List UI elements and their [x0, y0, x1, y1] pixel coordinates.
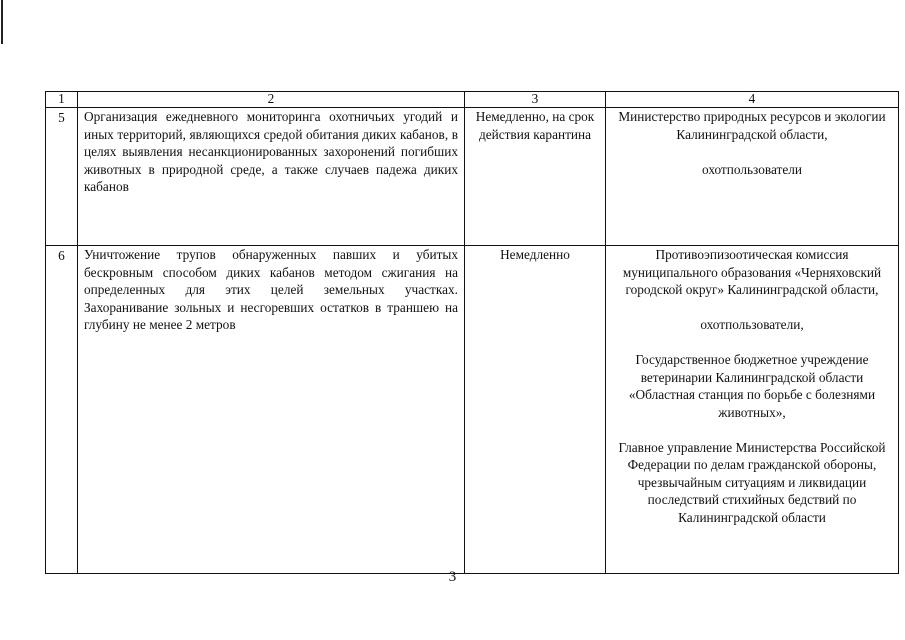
measures-table [45, 91, 899, 574]
row-number: 5 [46, 108, 78, 246]
page-number: 3 [448, 569, 457, 585]
responsible-entry: Министерство природных ресурсов и экологии Калининградской области, [618, 109, 886, 142]
header-col-2: 2 [78, 92, 465, 108]
responsible-cell [606, 108, 899, 246]
term-text: Немедленно, на срок действия карантина [465, 108, 606, 246]
responsible-cell [606, 246, 899, 574]
responsible-entry: Главное управление Министерства Российской Федерации по делам гражданской обороны, чрезвычайным ситуациям и ликвидации последствий стихийных бедствий по Калининградской области [618, 439, 886, 525]
responsible-entry: охотпользователи [702, 161, 802, 177]
responsible-entry: Государственное бюджетное учреждение ветеринарии Калининградской области «Областная станция по борьбе с болезнями животных», [628, 352, 876, 420]
header-col-3: 3 [465, 92, 606, 108]
term-text: Немедленно [465, 246, 606, 574]
measure-text: Уничтожение трупов обнаруженных павших и убитых бескровным способом диких кабанов методом сжигания на определенных для этих целей земельных участках. Захоранивание зольных и несгоревших остатков в траншею на глубину не менее 2 метров [78, 246, 465, 574]
table-row [46, 108, 899, 246]
row-number: 6 [46, 246, 78, 574]
responsible-entry: охотпользователи, [700, 317, 804, 332]
header-col-4: 4 [606, 92, 899, 108]
measure-text: Организация ежедневного мониторинга охотничьих угодий и иных территорий, являющихся средой обитания диких кабанов, в целях выявления несанкционированных захоронений погибших животных в природной среде, а также случаев падежа диких кабанов [78, 108, 465, 246]
header-col-1: 1 [46, 92, 78, 108]
table-row [46, 246, 899, 574]
table-header-row [46, 92, 899, 108]
page-edge-mark [1, 0, 3, 44]
responsible-entry: Противоэпизоотическая комиссия муниципального образования «Черняховский городской округ» Калининградской области, [622, 247, 882, 297]
